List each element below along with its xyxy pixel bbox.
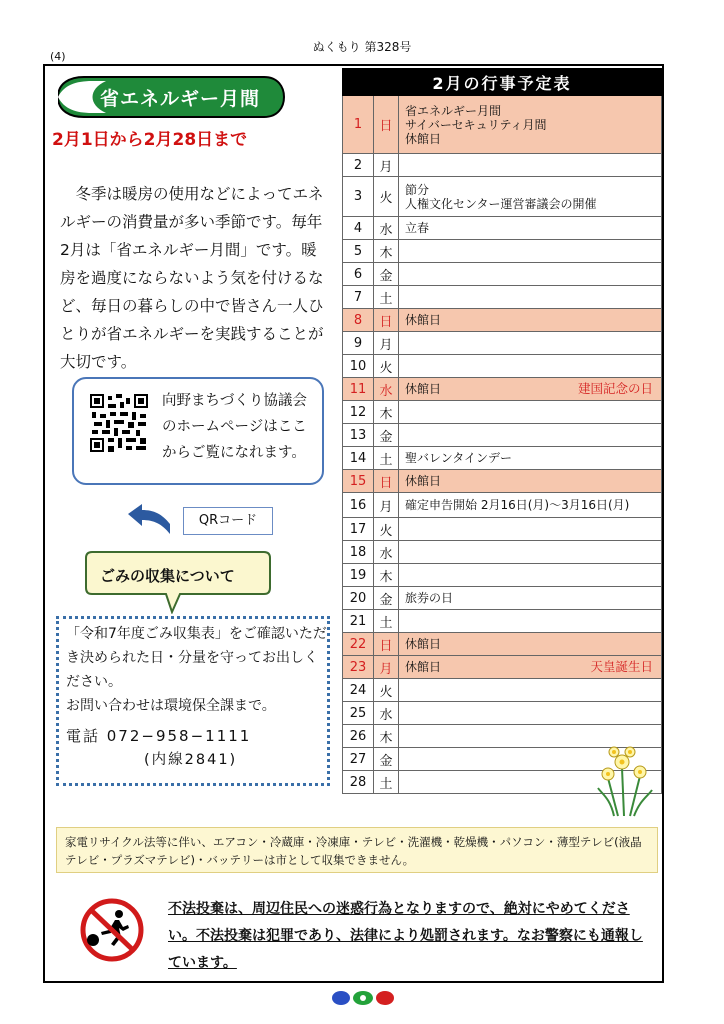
- calendar-day: 22: [343, 633, 374, 655]
- calendar-row: [342, 424, 662, 447]
- calendar-day: 19: [343, 564, 374, 586]
- campaign-body: 冬季は暖房の使用などによってエネルギーの消費量が多い季節です。毎年2月は「省エネルギー月間」です。暖房を過度にならないよう気を付けるなど、毎日の暮らしの中で皆さん一人ひとりが省エネルギーを実践することが大切です。: [60, 185, 324, 371]
- calendar-day: 24: [343, 679, 374, 701]
- garbage-tel: 電話 072−958−1111: [66, 727, 252, 745]
- calendar-event: 休館日: [405, 660, 442, 674]
- calendar-day: 6: [343, 263, 374, 285]
- calendar-holiday-note: 建国記念の日: [577, 381, 653, 396]
- calendar-events: [399, 541, 661, 563]
- calendar-row: [342, 493, 662, 518]
- calendar-row: [342, 610, 662, 633]
- calendar-events: [399, 564, 661, 586]
- calendar-row: [342, 332, 662, 355]
- dumping-notice: [168, 896, 654, 977]
- calendar-events: [399, 702, 661, 724]
- calendar-events: [399, 332, 661, 354]
- calendar-day: 27: [343, 748, 374, 770]
- calendar-row: [342, 240, 662, 263]
- calendar-event: 聖バレンタインデー: [405, 451, 512, 465]
- garbage-heading: ごみの収集について: [100, 567, 235, 585]
- calendar-holiday-note: 天皇誕生日: [590, 659, 653, 674]
- calendar-weekday: 日: [374, 96, 399, 153]
- calendar-day: 8: [343, 309, 374, 331]
- qr-code-label: QRコード: [183, 507, 273, 535]
- calendar-events: [399, 679, 661, 701]
- calendar-day: 18: [343, 541, 374, 563]
- calendar-row: [342, 702, 662, 725]
- event-calendar: [342, 68, 662, 794]
- calendar-weekday: 水: [374, 378, 399, 400]
- calendar-row: [342, 355, 662, 378]
- calendar-day: 20: [343, 587, 374, 609]
- calendar-day: 21: [343, 610, 374, 632]
- calendar-events: [399, 518, 661, 540]
- calendar-events: [399, 240, 661, 262]
- newsletter-title: ぬくもり 第328号: [312, 40, 412, 54]
- calendar-events: [399, 470, 661, 492]
- calendar-weekday: 土: [374, 771, 399, 793]
- calendar-events: [399, 493, 661, 517]
- calendar-weekday: 木: [374, 725, 399, 747]
- calendar-day: 11: [343, 378, 374, 400]
- calendar-events: [399, 154, 661, 176]
- garbage-notice-text: [66, 622, 328, 718]
- calendar-day: 10: [343, 355, 374, 377]
- no-dumping-icon: [71, 898, 153, 962]
- campaign-banner-title: 省エネルギー月間: [100, 88, 261, 110]
- calendar-events: [399, 177, 661, 216]
- calendar-day: 15: [343, 470, 374, 492]
- calendar-weekday: 土: [374, 286, 399, 308]
- page-number: (4): [50, 50, 66, 63]
- calendar-weekday: 金: [374, 263, 399, 285]
- calendar-event: 休館日: [405, 313, 442, 327]
- calendar-day: 16: [343, 493, 374, 517]
- calendar-events: [399, 633, 661, 655]
- calendar-day: 23: [343, 656, 374, 678]
- calendar-day: 25: [343, 702, 374, 724]
- calendar-weekday: 土: [374, 447, 399, 469]
- calendar-weekday: 火: [374, 518, 399, 540]
- calendar-event: 省エネルギー月間: [405, 103, 502, 118]
- garbage-body: 「令和7年度ごみ収集表」をご確認いただき決められた日・分量を守ってお出しください。: [66, 626, 327, 690]
- calendar-events: [399, 96, 661, 153]
- calendar-events: [399, 610, 661, 632]
- calendar-weekday: 木: [374, 240, 399, 262]
- calendar-weekday: 日: [374, 633, 399, 655]
- calendar-title: 2月の行事予定表: [342, 68, 662, 96]
- calendar-weekday: 水: [374, 217, 399, 239]
- garbage-contact: お問い合わせは環境保全課まで。: [66, 698, 276, 714]
- calendar-weekday: 土: [374, 610, 399, 632]
- calendar-events: [399, 378, 661, 400]
- calendar-weekday: 日: [374, 470, 399, 492]
- calendar-row: [342, 564, 662, 587]
- calendar-row: [342, 217, 662, 240]
- calendar-event: 休館日: [405, 382, 442, 396]
- calendar-day: 3: [343, 177, 374, 216]
- calendar-event: 節分: [405, 182, 430, 197]
- calendar-row: [342, 96, 662, 154]
- calendar-row: [342, 656, 662, 679]
- calendar-event: 旅券の日: [405, 591, 454, 605]
- garbage-ext: (内線2841): [144, 752, 238, 768]
- calendar-event: 休館日: [405, 131, 442, 146]
- calendar-day: 12: [343, 401, 374, 423]
- calendar-row: [342, 679, 662, 702]
- calendar-row: [342, 470, 662, 493]
- calendar-row: [342, 177, 662, 217]
- calendar-events: [399, 587, 661, 609]
- calendar-day: 9: [343, 332, 374, 354]
- calendar-row: [342, 633, 662, 656]
- calendar-weekday: 月: [374, 656, 399, 678]
- calendar-event: 確定申告開始 2月16日(月)〜3月16日(月): [405, 498, 630, 512]
- calendar-events: [399, 217, 661, 239]
- dumping-notice-text: 不法投棄は、周辺住民への迷惑行為となりますので、絶対にやめてください。不法投棄は犯罪であり、法律により処罰されます。なお警察にも通報しています。: [168, 901, 643, 971]
- calendar-event: 休館日: [405, 637, 442, 651]
- calendar-row: [342, 541, 662, 564]
- calendar-day: 17: [343, 518, 374, 540]
- calendar-weekday: 火: [374, 679, 399, 701]
- calendar-row: [342, 286, 662, 309]
- calendar-weekday: 月: [374, 154, 399, 176]
- calendar-events: [399, 286, 661, 308]
- calendar-weekday: 月: [374, 332, 399, 354]
- calendar-weekday: 水: [374, 702, 399, 724]
- calendar-row: [342, 401, 662, 424]
- qr-notice-text: 向野まちづくり協議会のホームページはここからご覧になれます。: [162, 393, 307, 461]
- calendar-weekday: 火: [374, 355, 399, 377]
- calendar-day: 13: [343, 424, 374, 446]
- calendar-rows: [342, 96, 662, 794]
- calendar-day: 7: [343, 286, 374, 308]
- calendar-weekday: 木: [374, 564, 399, 586]
- narcissus-flower-icon: [594, 738, 654, 818]
- recycle-notice: 家電リサイクル法等に伴い、エアコン・冷蔵庫・冷凍庫・テレビ・洗濯機・乾燥機・パソコン・薄型テレビ(液晶テレビ・プラズマテレビ)・バッテリーは市として収集できません。: [56, 827, 658, 873]
- calendar-row: [342, 309, 662, 332]
- calendar-events: [399, 447, 661, 469]
- calendar-events: [399, 263, 661, 285]
- calendar-events: [399, 401, 661, 423]
- calendar-weekday: 金: [374, 748, 399, 770]
- calendar-row: [342, 587, 662, 610]
- calendar-events: [399, 355, 661, 377]
- calendar-day: 14: [343, 447, 374, 469]
- calendar-day: 5: [343, 240, 374, 262]
- calendar-row: [342, 378, 662, 401]
- calendar-day: 28: [343, 771, 374, 793]
- decorative-mascot-icon: [331, 988, 395, 1006]
- calendar-weekday: 金: [374, 424, 399, 446]
- qr-code-icon[interactable]: [90, 394, 148, 452]
- arrow-icon: [124, 502, 174, 536]
- calendar-event: サイバーセキュリティ月間: [405, 117, 547, 132]
- calendar-day: 2: [343, 154, 374, 176]
- calendar-row: [342, 263, 662, 286]
- calendar-day: 26: [343, 725, 374, 747]
- calendar-weekday: 金: [374, 587, 399, 609]
- calendar-event: 立春: [405, 221, 430, 235]
- calendar-weekday: 日: [374, 309, 399, 331]
- campaign-period: 2月1日から2月28日まで: [52, 130, 248, 150]
- calendar-weekday: 月: [374, 493, 399, 517]
- calendar-weekday: 火: [374, 177, 399, 216]
- calendar-day: 1: [343, 96, 374, 153]
- calendar-day: 4: [343, 217, 374, 239]
- calendar-row: [342, 447, 662, 470]
- calendar-row: [342, 154, 662, 177]
- calendar-events: [399, 424, 661, 446]
- calendar-weekday: 水: [374, 541, 399, 563]
- calendar-events: [399, 309, 661, 331]
- calendar-weekday: 木: [374, 401, 399, 423]
- calendar-row: [342, 518, 662, 541]
- calendar-event: 休館日: [405, 474, 442, 488]
- calendar-event: 人権文化センター運営審議会の開催: [405, 196, 597, 211]
- calendar-events: [399, 656, 661, 678]
